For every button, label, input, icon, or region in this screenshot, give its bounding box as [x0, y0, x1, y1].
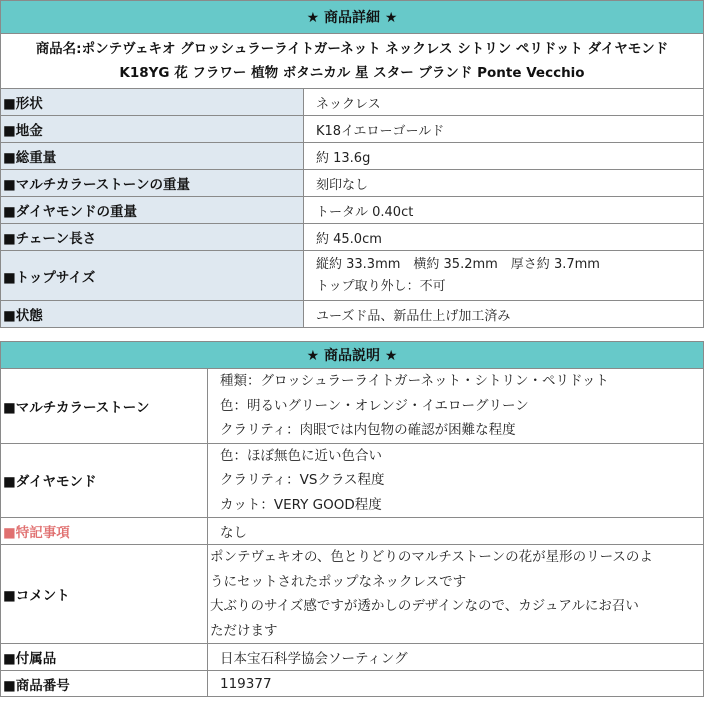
- label-diamond-weight: ■ダイヤモンドの重量: [1, 197, 304, 224]
- multicolor-color: 色：明るいグリーン・オレンジ・イエローグリーン: [220, 397, 529, 414]
- value-condition: ユーズド品、新品仕上げ加工済み: [304, 301, 704, 328]
- product-name: [1, 34, 704, 89]
- value-stone-weight: 刻印なし: [304, 170, 704, 197]
- comment-line-3: 大ぶりのサイズ感ですが透かしのデザインなので、カジュアルにお召い: [210, 598, 639, 614]
- label-chain-length: ■チェーン長さ: [1, 224, 304, 251]
- diamond-clarity: クラリティ：VSクラス程度: [220, 472, 385, 488]
- value-special-notes: なし: [208, 518, 704, 545]
- multicolor-type: 種類：グロッシュラーライトガーネット・シトリン・ペリドット: [220, 373, 609, 389]
- label-diamond: ■ダイヤモンド: [1, 443, 208, 518]
- label-metal: ■地金: [1, 116, 304, 143]
- top-size-dimensions: 縦約 33.3mm 横約 35.2mm 厚さ約 3.7mm: [316, 256, 600, 272]
- value-diamond-weight: トータル 0.40ct: [304, 197, 704, 224]
- label-multicolor-stone: ■マルチカラーストーン: [1, 369, 208, 444]
- value-accessories: 日本宝石科学協会ソーティング: [208, 644, 704, 671]
- label-total-weight: ■総重量: [1, 143, 304, 170]
- product-details-table: [0, 0, 704, 328]
- value-multicolor-stone: [208, 369, 704, 444]
- value-metal: K18イエローゴールド: [304, 116, 704, 143]
- label-item-number: ■商品番号: [1, 671, 208, 697]
- label-accessories: ■付属品: [1, 644, 208, 671]
- value-chain-length: 約 45.0cm: [304, 224, 704, 251]
- comment-line-4: ただけます: [210, 622, 278, 639]
- product-name-line1: 商品名:ポンテヴェキオ グロッシュラーライトガーネット ネックレス シトリン ペリドット ダイヤモンド: [35, 41, 669, 57]
- product-description-table: [0, 341, 704, 697]
- comment-line-1: ポンテヴェキオの、色とりどりのマルチストーンの花が星形のリースのよ: [210, 549, 653, 565]
- label-top-size: ■トップサイズ: [1, 251, 304, 301]
- label-shape: ■形状: [1, 89, 304, 116]
- label-condition: ■状態: [1, 301, 304, 328]
- label-stone-weight: ■マルチカラーストーンの重量: [1, 170, 304, 197]
- comment-line-2: うにセットされたポップなネックレスです: [210, 573, 467, 590]
- value-total-weight: 約 13.6g: [304, 143, 704, 170]
- top-size-detachable: トップ取り外し：不可: [316, 278, 446, 294]
- multicolor-clarity: クラリティ：肉眼では内包物の確認が困難な程度: [220, 422, 516, 438]
- value-diamond: [208, 443, 704, 518]
- product-name-line2: K18YG 花 フラワー 植物 ボタニカル 星 スター ブランド Ponte Vecchio: [119, 65, 585, 81]
- diamond-cut: カット：VERY GOOD程度: [220, 496, 382, 513]
- value-shape: ネックレス: [304, 89, 704, 116]
- description-header: ★ 商品説明 ★: [1, 342, 704, 369]
- diamond-color: 色：ほぼ無色に近い色合い: [220, 447, 382, 464]
- details-header: ★ 商品詳細 ★: [1, 1, 704, 34]
- value-item-number: 119377: [208, 671, 704, 697]
- label-comment: ■コメント: [1, 545, 208, 644]
- value-top-size: [304, 251, 704, 301]
- value-comment: [208, 545, 704, 644]
- label-special-notes: ■特記事項: [1, 518, 208, 545]
